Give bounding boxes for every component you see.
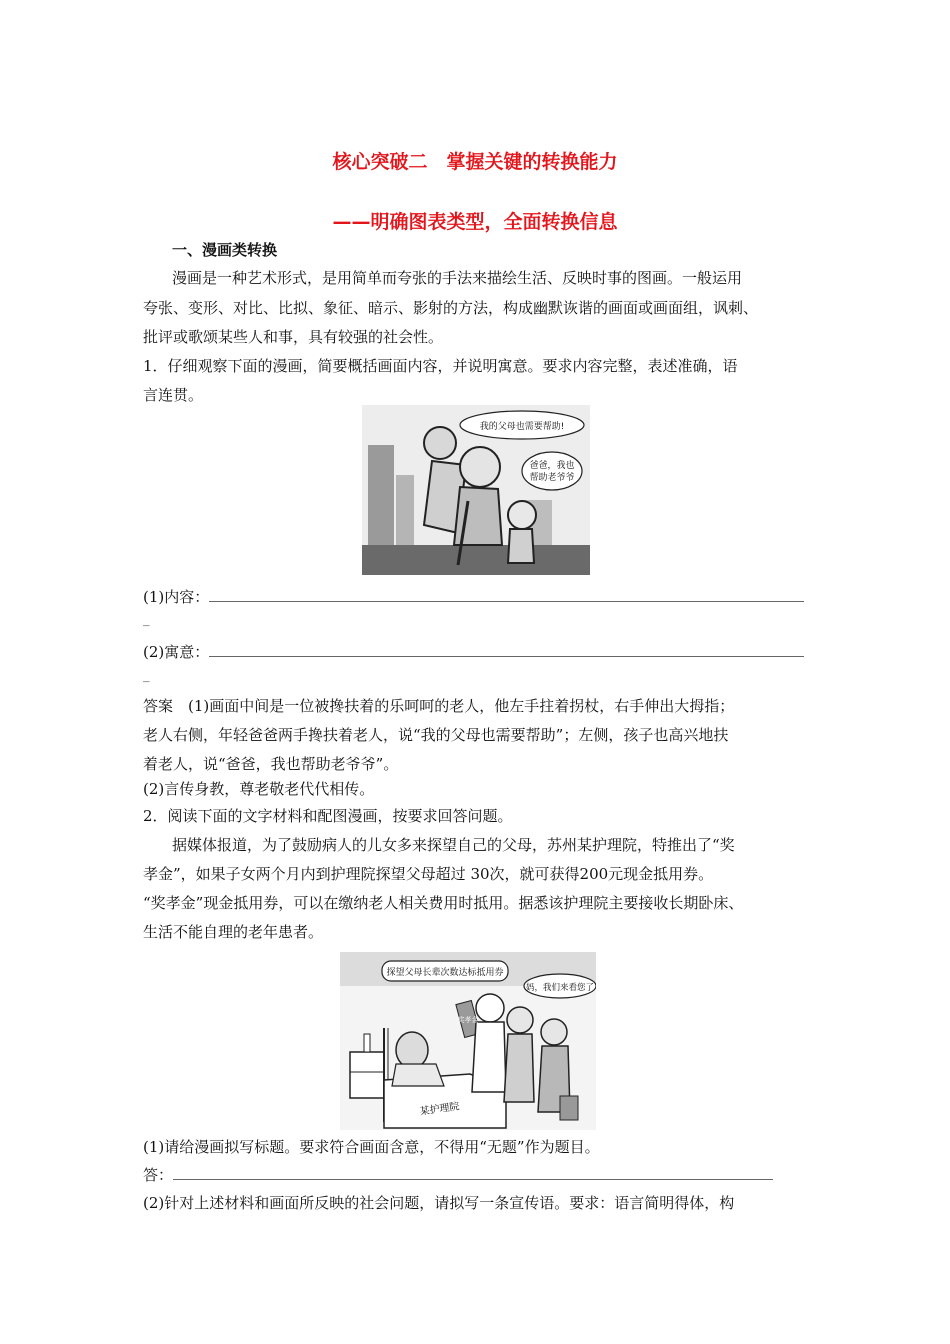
cartoon-2-bubble-2: 妈，我们来看您了 [525, 983, 595, 993]
q1-meaning-blank[interactable] [209, 644, 804, 657]
cartoon-2-bed-label: 某护理院 [419, 1101, 461, 1118]
q2-material-line-3: “奖孝金”现金抵用券，可以在缴纳老人相关费用时抵用。据悉该护理院主要接收长期卧床、 [143, 894, 744, 912]
q2-sub-question-1: (1)请给漫画拟写标题。要求符合画面含意，不得用“无题”作为题目。 [143, 1138, 600, 1156]
section-heading: 一、漫画类转换 [172, 241, 278, 259]
cartoon-2-drawing [340, 952, 596, 1130]
answer-line-1: 答案 (1)画面中间是一位被搀扶着的乐呵呵的老人，他左手拄着拐杖，右手伸出大拇指； [143, 697, 735, 715]
cartoon-1-bubble-1: 我的父母也需要帮助! [479, 422, 565, 432]
cartoon-1-image [362, 405, 590, 575]
q2-answer-row [143, 1165, 813, 1185]
cartoon-1-bubble-2-line-1: 爸爸，我也 [529, 461, 575, 471]
cartoon-2-image [340, 952, 596, 1130]
intro-line-2: 夸张、变形、对比、比拟、象征、暗示、影射的方法，构成幽默诙谐的画面或画面组，讽刺、 [143, 299, 759, 317]
intro-line-1: 漫画是一种艺术形式，是用简单而夸张的手法来描绘生活、反映时事的图画。一般运用 [172, 269, 743, 287]
q2-material-line-4: 生活不能自理的老年患者。 [143, 923, 324, 941]
question-1-line-2: 言连贯。 [143, 386, 204, 404]
q1-meaning-row [143, 642, 813, 662]
q2-material-line-2: 孝金”，如果子女两个月内到护理院探望父母超过 30次，就可获得200元现金抵用券。 [143, 865, 714, 883]
cartoon-2-bubble-1: 探望父母长辈次数达标抵用券 [386, 968, 504, 978]
q2-material-line-1: 据媒体报道，为了鼓励病人的儿女多来探望自己的父母，苏州某护理院，特推出了“奖 [172, 836, 735, 854]
q1-content-blank[interactable] [209, 589, 804, 602]
q1-content-tick: _ [143, 612, 150, 627]
page-title: 核心突破二 掌握关键的转换能力 [332, 151, 618, 173]
cartoon-1-bubble-2-line-2: 帮助老爷爷 [529, 473, 575, 483]
q1-meaning-tick: _ [143, 668, 150, 683]
q1-meaning-label: (2)寓意： [143, 643, 210, 661]
q1-content-row [143, 587, 813, 607]
q2-answer-blank[interactable] [173, 1167, 773, 1180]
question-2: 2．阅读下面的文字材料和配图漫画，按要求回答问题。 [143, 807, 513, 825]
q2-sub-question-2: (2)针对上述材料和画面所反映的社会问题，请拟写一条宣传语。要求：语言简明得体，构 [143, 1194, 735, 1212]
q1-content-label: (1)内容： [143, 588, 210, 606]
answer-line-2: 老人右侧，年轻爸爸两手搀扶着老人，说“我的父母也需要帮助”；左侧，孩子也高兴地扶 [143, 726, 729, 744]
question-1-line-1: 1．仔细观察下面的漫画，简要概括画面内容，并说明寓意。要求内容完整，表述准确，语 [143, 357, 738, 375]
intro-line-3: 批评或歌颂某些人和事，具有较强的社会性。 [143, 328, 444, 346]
cartoon-1-drawing [362, 405, 590, 575]
answer-line-4: (2)言传身教，尊老敬老代代相传。 [143, 780, 375, 798]
cartoon-2-card-label: 奖孝金 [457, 1016, 479, 1024]
page-subtitle: ——明确图表类型，全面转换信息 [332, 211, 618, 233]
answer-line-3: 着老人，说“爸爸，我也帮助老爷爷”。 [143, 755, 399, 773]
q2-answer-label: 答： [143, 1166, 174, 1184]
